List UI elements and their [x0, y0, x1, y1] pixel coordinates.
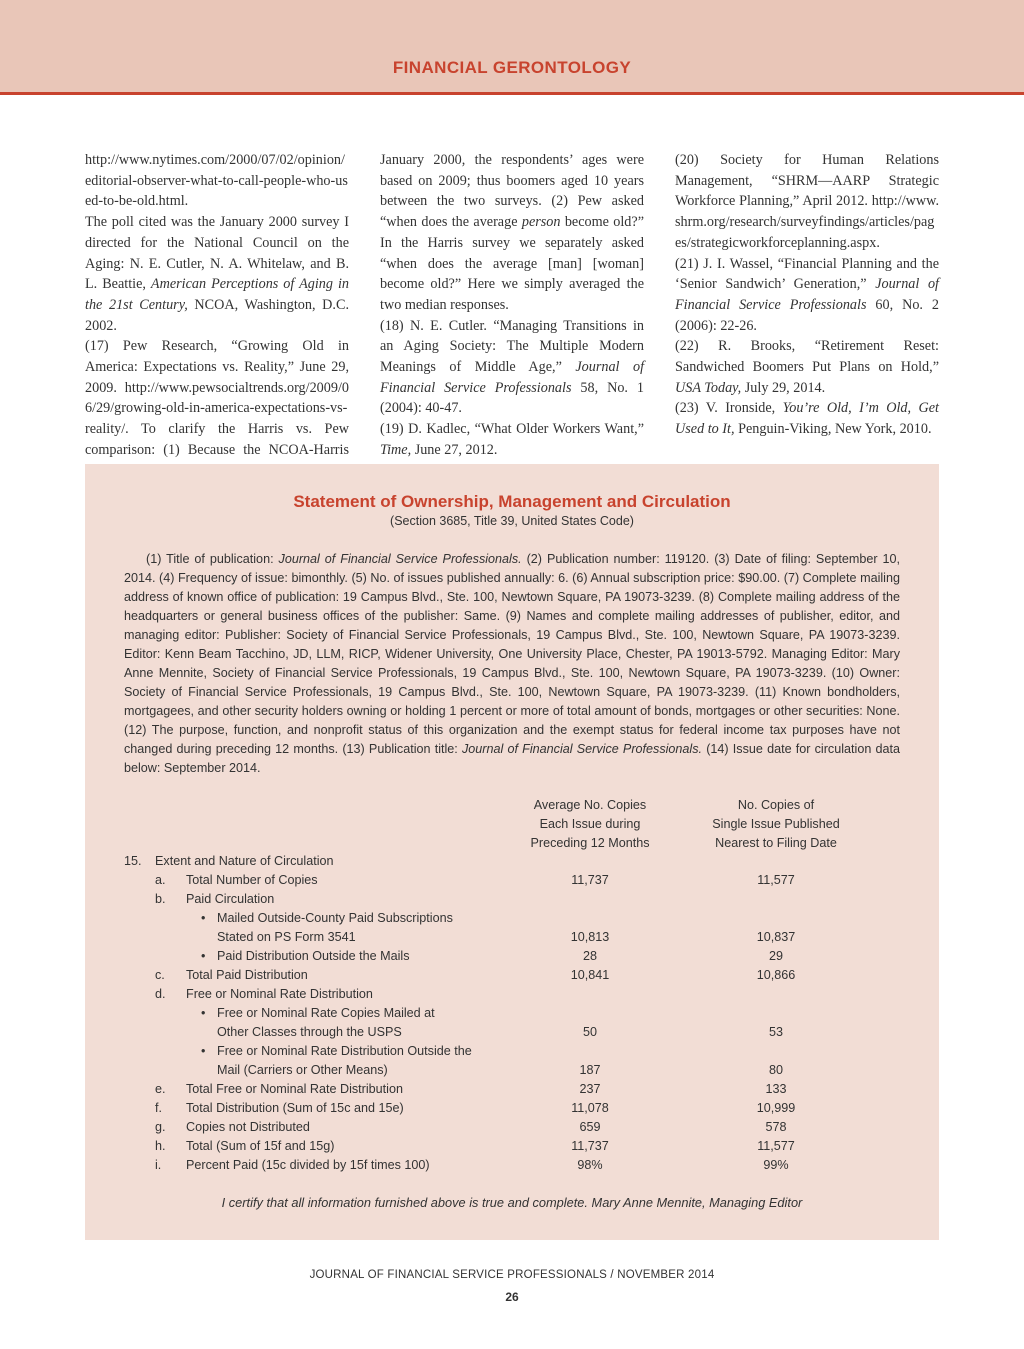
row-avg: 98% [577, 1158, 603, 1172]
notes-column-3 [675, 150, 939, 440]
row-single: 11,577 [757, 873, 795, 887]
column-header-single: No. Copies of Single Issue Published Nearest to Filing Date [712, 798, 840, 850]
row-letter: e. [155, 1082, 166, 1096]
shrm-link[interactable]: http://www.shrm.org/research/surveyfindings/articles/pages/strategicworkforceplanning.aspx. [675, 193, 939, 251]
row-letter: h. [155, 1139, 166, 1153]
row-single: 11,577 [757, 1139, 795, 1153]
row-letter: a. [155, 873, 166, 887]
row-label: Mail (Carriers or Other Means) [217, 1063, 388, 1077]
row-letter: c. [155, 968, 165, 982]
row-single: 29 [768, 949, 783, 963]
note-18: (18) N. E. Cutler. “Managing Transitions in an Aging Society: The Multiple Modern Meanings of Middle Age,” Journal of Financial Service Professionals 58, No. 1 (2004): 40-47. [380, 317, 645, 417]
row-label: Percent Paid (15c divided by 15f times 100) [186, 1158, 430, 1172]
note-20: (20) Society for Human Relations Management, “SHRM—AARP Strategic Workforce Planning,” April 2012. http://www.shrm.org/research/surveyfindings/articles/pages/strategicworkforceplanning.aspx. [675, 152, 939, 251]
row-single: 578 [765, 1120, 787, 1134]
note-17-continued: January 2000, the respondents’ ages were based on 2009; thus boomers aged 10 years between the two surveys. (2) Pew asked “when does the average person become old?” In the Harris survey we separately asked “when does the average [man] [woman] become old?” Here we simply averaged the two median responses. [380, 152, 644, 313]
row-avg: 50 [582, 1025, 597, 1039]
column-header-average: Average No. Copies Each Issue during Preceding 12 Months [530, 798, 650, 850]
statement-box [85, 464, 939, 1240]
row-avg: 28 [582, 949, 597, 963]
row-label: Total Free or Nominal Rate Distribution [186, 1082, 403, 1096]
row-label: Total Paid Distribution [186, 968, 308, 982]
statement-subtitle: (Section 3685, Title 39, United States Code) [390, 514, 634, 528]
row-label: Copies not Distributed [186, 1120, 310, 1134]
statement-paragraph: (1) Title of publication: Journal of Financial Service Professionals. (2) Publication number: 119120. (3) Date of filing: September 10, 2014. (4) Frequency of issue: bimonthly. (5) No. of issues published annually: 6. (6) Annual subscription price: $90.00. (7) Complete mailing address of known office of publication: 19 Campus Blvd., Ste. 100, Newtown Square, PA 19073-3239. (8) Complete mailing address of the headquarters or general business offices of the publisher: Same. (9) Names and complete mailing addresses of publisher, editor, and managing editor: Publisher: Society of Financial Service Professionals, 19 Campus Blvd., Ste. 100, Newtown Square, PA 19073-3239. Editor: Kenn Beam Tacchino, JD, LLM, RICP, Widener University, One University Place, Chester, PA 19013-5792. Managing Editor: Mary Anne Mennite, Society of Financial Service Professionals, 19 Campus Blvd., Ste. 100, Newtown Square, PA 19073-3239. (10) Owner: Society of Financial Service Professionals, 19 Campus Blvd., Ste. 100, Newtown Square, PA 19073-3239. (11) Known bondholders, mortgagees, and other security holders owning or holding 1 percent or more of total amount of bonds, mortgages or other securities: None. (12) The purpose, function, and nonprofit status of this organization and the exempt status for federal income tax purposes have not changed during preceding 12 months. (13) Publication title: Journal of Financial Service Professionals. (14) Issue date for circulation data below: September 2014. [124, 552, 901, 775]
row-label: Other Classes through the USPS [217, 1025, 402, 1039]
row-label: Free or Nominal Rate Distribution Outside the [217, 1044, 472, 1058]
certification: I certify that all information furnished above is true and complete. Mary Anne Mennite, Managing Editor [221, 1195, 803, 1210]
row-letter: g. [155, 1120, 166, 1134]
item-number: 15. [124, 854, 142, 868]
row-single: 53 [768, 1025, 783, 1039]
row-avg: 237 [579, 1082, 601, 1096]
pew-link[interactable]: http://www.pewsocialtrends.org/2009/06/29/growing-old-in-america-expectations-vs-reality/. [85, 379, 349, 438]
row-letter: f. [155, 1101, 162, 1115]
row-label: Free or Nominal Rate Distribution [186, 987, 373, 1001]
row-label: Paid Circulation [186, 892, 275, 906]
row-avg: 659 [579, 1120, 601, 1134]
notes-column-2 [380, 150, 644, 461]
row-letter: b. [155, 892, 166, 906]
row-avg: 11,737 [571, 1139, 609, 1153]
header-band [0, 0, 1024, 95]
row-single: 99% [763, 1158, 789, 1172]
statement-title: Statement of Ownership, Management and Circulation [293, 492, 731, 511]
page-number: 26 [505, 1290, 519, 1304]
row-letter: i. [155, 1158, 162, 1172]
bullet: • [201, 1044, 206, 1058]
row-label: Total Distribution (Sum of 15c and 15e) [186, 1101, 404, 1115]
row-single: 10,999 [756, 1101, 796, 1115]
running-head: FINANCIAL GERONTOLOGY [392, 58, 632, 77]
row-single: 10,866 [756, 968, 796, 982]
row-label: Stated on PS Form 3541 [217, 930, 356, 944]
row-letter: d. [155, 987, 166, 1001]
row-label: Mailed Outside-County Paid Subscriptions [217, 911, 453, 925]
note-16-continued: http://www.nytimes.com/2000/07/02/opinion/editorial-observer-what-to-call-people-who-used-to-be-old.html. The poll cited was the January 2000 survey I directed for the National Council on the Aging: N. E. Cutler, N. A. Whitelaw, and B. L. Beattie, American Perceptions of Aging in the 21st Century, NCOA, Washington, D.C. 2002. [85, 152, 349, 334]
note-21: (21) J. I. Wassel, “Financial Planning and the ‘Senior Sandwich’ Generation,” Journal of Financial Service Professionals 60, No. 2 (2006): 22-26. [675, 255, 939, 334]
row-avg: 11,737 [571, 873, 609, 887]
row-label: Total Number of Copies [186, 873, 318, 887]
note-19: (19) D. Kadlec, “What Older Workers Want,” Time, June 27, 2012. [380, 421, 644, 458]
row-single: 10,837 [756, 930, 796, 944]
row-label: Total (Sum of 15f and 15g) [186, 1139, 335, 1153]
bullet: • [201, 911, 206, 925]
row-avg: 10,813 [570, 930, 610, 944]
row-avg: 10,841 [570, 968, 610, 982]
row-single: 133 [765, 1082, 787, 1096]
bullet: • [201, 1006, 206, 1020]
note-22: (22) R. Brooks, “Retirement Reset: Sandwiched Boomers Put Plans on Hold,” USA Today, July 29, 2014. [675, 338, 939, 396]
circulation-table [85, 464, 939, 1240]
row-label: Paid Distribution Outside the Mails [217, 949, 410, 963]
row-single: 80 [768, 1063, 783, 1077]
bullet: • [201, 949, 206, 963]
note-17: (17) Pew Research, “Growing Old in America: Expectations vs. Reality,” June 29, 2009. http://www.pewsocialtrends.org/2009/06/29/growing-old-in-america-expectations-vs-reality/. To clarify the Harris vs. Pew comparison: (1) Because the NCOA-Harris [85, 338, 349, 458]
notes-column-1 [85, 150, 349, 481]
row-avg: 11,078 [571, 1101, 609, 1115]
nytimes-link[interactable]: http://www.nytimes.com/2000/07/02/opinion/editorial-observer-what-to-call-people-who-used-to-be-old.html. [85, 152, 348, 210]
item-label: Extent and Nature of Circulation [155, 854, 334, 868]
note-23: (23) V. Ironside, You’re Old, I’m Old, Get Used to It, Penguin-Viking, New York, 2010. [675, 400, 939, 438]
row-label: Free or Nominal Rate Copies Mailed at [217, 1006, 435, 1020]
footer-journal: JOURNAL OF FINANCIAL SERVICE PROFESSIONALS / NOVEMBER 2014 [309, 1269, 715, 1281]
row-avg: 187 [579, 1063, 601, 1077]
